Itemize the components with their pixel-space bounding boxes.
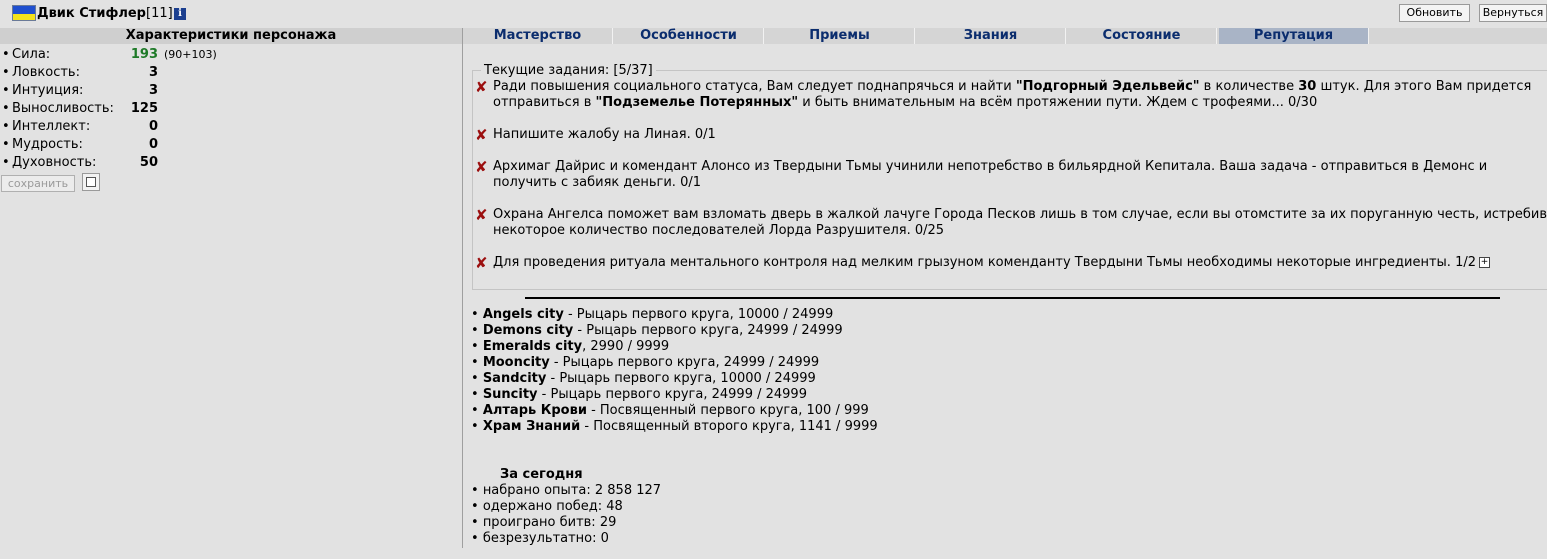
- quest-text: Охрана Ангелса поможет вам взломать дверь в жалкой лачуге Города Песков лишь в том случае, если вы отомстите за их поруганную честь, истребив некоторое количество последователей Лорда Разрушителя. 0/25: [493, 207, 1547, 238]
- stat-label: Духовность:: [12, 155, 97, 170]
- tab-features[interactable]: Особенности: [614, 28, 764, 44]
- list-item: • набрано опыта: 2 858 127: [471, 483, 662, 498]
- today-title: За сегодня: [500, 467, 583, 482]
- tab-knowledge[interactable]: Знания: [916, 28, 1066, 44]
- stats-panel: [0, 28, 462, 559]
- quest-item: [475, 255, 1547, 271]
- reputation-city: Sandcity: [482, 371, 547, 386]
- bullet-icon: •: [2, 119, 10, 134]
- reputation-status: - Рыцарь первого круга, 10000 / 24999: [546, 371, 816, 386]
- tab-techniques[interactable]: Приемы: [765, 28, 915, 44]
- reputation-city: Алтарь Крови: [482, 403, 587, 418]
- stat-value: 50: [139, 155, 158, 170]
- separator-line: [525, 297, 1500, 299]
- stat-label: Выносливость:: [12, 101, 114, 116]
- bullet-icon: •: [2, 47, 10, 62]
- tab-bar: [463, 28, 1547, 44]
- refresh-button[interactable]: Обновить: [1399, 4, 1470, 22]
- stat-value: 3: [148, 65, 158, 80]
- cancel-quest-icon[interactable]: ✘: [475, 158, 488, 176]
- header-bar: [0, 0, 1547, 28]
- tab-state[interactable]: Состояние: [1067, 28, 1217, 44]
- quests-box: [472, 63, 1547, 290]
- reputation-status: - Рыцарь первого круга, 10000 / 24999: [563, 307, 834, 322]
- reputation-list: [471, 307, 1371, 435]
- reputation-status: - Посвященный первого круга, 100 / 999: [586, 403, 869, 418]
- bullet-icon: •: [2, 137, 10, 152]
- stat-label: Интуиция:: [12, 83, 84, 98]
- reputation-city: Angels city: [482, 307, 564, 322]
- reputation-city: Mooncity: [482, 355, 550, 370]
- list-item: • Emeralds city, 2990 / 9999: [471, 339, 670, 354]
- quest-text: Для проведения ритуала ментального контроля над мелким грызуном коменданту Твердыни Тьмы необходимы некоторые ингредиенты. 1/2 +: [493, 255, 1489, 270]
- quests-legend: Текущие задания: [5/37]: [481, 63, 656, 79]
- reputation-city: Emeralds city: [482, 339, 583, 354]
- stat-value: 3: [148, 83, 158, 98]
- bullet-icon: •: [2, 83, 10, 98]
- reputation-status: , 2990 / 9999: [582, 339, 670, 354]
- tab-reputation[interactable]: Репутация: [1219, 28, 1369, 44]
- list-item: • Храм Знаний - Посвященный второго круга, 1141 / 9999: [471, 419, 878, 434]
- stat-value: 0: [148, 137, 158, 152]
- reputation-status: - Посвященный второго круга, 1141 / 9999: [580, 419, 878, 434]
- reputation-status: - Рыцарь первого круга, 24999 / 24999: [573, 323, 843, 338]
- stat-value: 193: [130, 47, 158, 62]
- list-item: • безрезультатно: 0: [471, 531, 609, 546]
- list-item: • Suncity - Рыцарь первого круга, 24999 / 24999: [471, 387, 807, 402]
- stat-label: Мудрость:: [12, 137, 83, 152]
- stat-value: 125: [130, 101, 158, 116]
- info-icon[interactable]: i: [174, 8, 186, 20]
- reputation-city: Храм Знаний: [482, 419, 581, 434]
- quest-item: [475, 207, 1547, 239]
- list-item: • Demons city - Рыцарь первого круга, 24999 / 24999: [471, 323, 843, 338]
- expand-icon[interactable]: +: [1480, 257, 1489, 267]
- list-item: • проиграно битв: 29: [471, 515, 617, 530]
- stats-panel-title: Характеристики персонажа: [0, 28, 462, 44]
- bullet-icon: •: [2, 101, 10, 116]
- quest-text: Архимаг Дайрис и комендант Алонсо из Твердыни Тьмы учинили непотребство в бильярдной Кепитала. Ваша задача - отправиться в Демонс и получить с забияк деньги. 0/1: [493, 159, 1488, 190]
- save-checkbox[interactable]: [82, 173, 100, 191]
- reputation-status: - Рыцарь первого круга, 24999 / 24999: [549, 355, 820, 370]
- flag-icon: [12, 5, 36, 21]
- cancel-quest-icon[interactable]: ✘: [475, 126, 488, 144]
- character-name[interactable]: Двик Стифлер: [37, 6, 146, 21]
- list-item: • Mooncity - Рыцарь первого круга, 24999 / 24999: [471, 355, 820, 370]
- tab-mastery[interactable]: Мастерство: [463, 28, 613, 44]
- bullet-icon: •: [2, 65, 10, 80]
- stat-label: Интеллект:: [12, 119, 91, 134]
- stat-breakdown: (90+103): [164, 48, 217, 61]
- quest-text: Ради повышения социального статуса, Вам следует поднапрячься и найти "Подгорный Эдельвейс" в количестве 30 штук. Для этого Вам придется отправиться в "Подземелье Потерянных" и быть внимательным на всём протяжении пути. Ждем с трофеями... 0/30: [493, 79, 1532, 110]
- cancel-quest-icon[interactable]: ✘: [475, 78, 488, 96]
- reputation-status: - Рыцарь первого круга, 24999 / 24999: [537, 387, 807, 402]
- back-button[interactable]: Вернуться: [1479, 4, 1547, 22]
- list-item: • одержано побед: 48: [471, 499, 623, 514]
- quest-item: [475, 127, 1547, 143]
- stat-label: Ловкость:: [12, 65, 80, 80]
- panel-divider: [462, 28, 463, 548]
- stat-label: Сила:: [12, 47, 51, 62]
- bullet-icon: •: [2, 155, 10, 170]
- list-item: • Алтарь Крови - Посвященный первого круга, 100 / 999: [471, 403, 869, 418]
- reputation-city: Suncity: [482, 387, 538, 402]
- character-level: [11]: [146, 6, 173, 21]
- stat-value: 0: [148, 119, 158, 134]
- cancel-quest-icon[interactable]: ✘: [475, 254, 488, 272]
- cancel-quest-icon[interactable]: ✘: [475, 206, 488, 224]
- save-button[interactable]: сохранить: [1, 175, 75, 192]
- reputation-city: Demons city: [482, 323, 574, 338]
- list-item: • Sandcity - Рыцарь первого круга, 10000 / 24999: [471, 371, 816, 386]
- list-item: • Angels city - Рыцарь первого круга, 10000 / 24999: [471, 307, 834, 322]
- quest-item: [475, 79, 1547, 111]
- quest-text: Напишите жалобу на Линая. 0/1: [493, 127, 716, 142]
- today-list: [471, 483, 971, 547]
- quest-item: [475, 159, 1547, 191]
